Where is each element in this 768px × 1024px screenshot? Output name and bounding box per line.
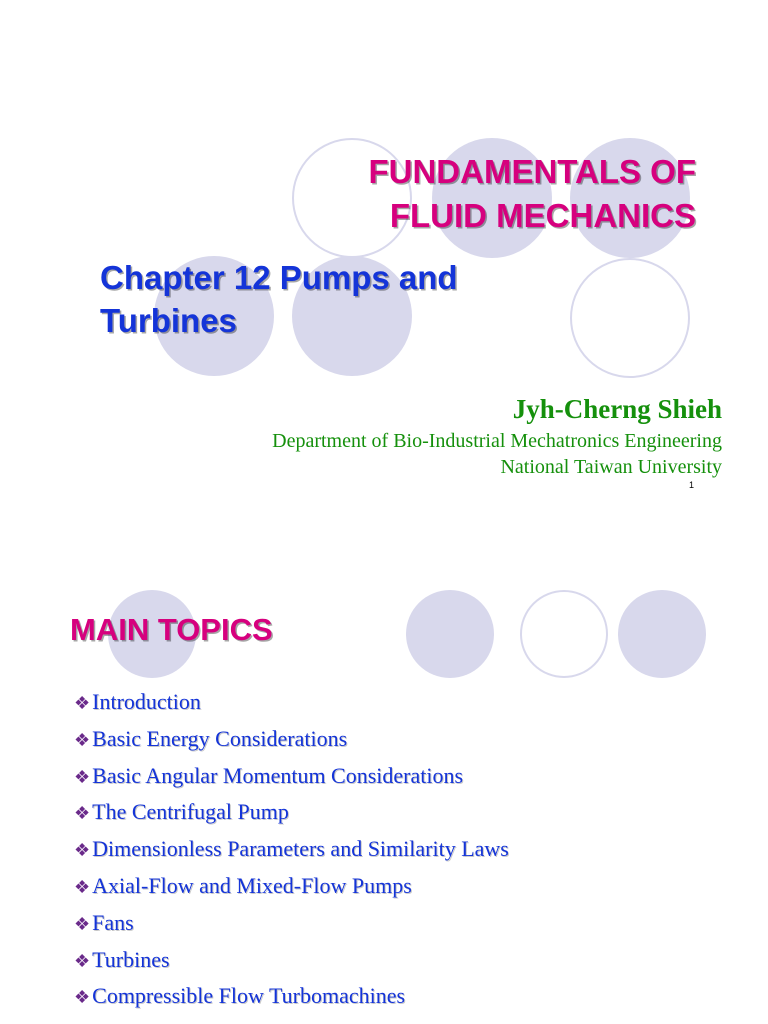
topic-item (74, 868, 509, 905)
diamond-bullet-icon: ❖ (74, 729, 91, 750)
university-name: National Taiwan University (500, 456, 722, 478)
topic-label: Basic Angular Momentum Considerations (92, 762, 464, 788)
topic-label: Introduction (92, 689, 201, 714)
topic-item (74, 721, 509, 758)
decorative-circle (570, 258, 690, 378)
decorative-circle (406, 590, 494, 678)
diamond-bullet-icon: ❖ (74, 987, 91, 1008)
diamond-bullet-icon: ❖ (74, 876, 91, 897)
topic-label: Axial-Flow and Mixed-Flow Pumps (92, 872, 412, 898)
title-line-1: FUNDAMENTALS OF (368, 153, 696, 190)
diamond-bullet-icon: ❖ (74, 913, 91, 934)
topic-item (74, 831, 509, 868)
topic-label: Basic Energy Considerations (92, 725, 348, 751)
topic-item (74, 978, 509, 1015)
diamond-bullet-icon: ❖ (74, 950, 91, 971)
diamond-bullet-icon: ❖ (74, 766, 91, 787)
diamond-bullet-icon: ❖ (74, 693, 91, 713)
department-name: Department of Bio-Industrial Mechatronics Engineering (272, 430, 722, 452)
topic-label: Dimensionless Parameters and Similarity Laws (92, 836, 509, 862)
topic-label: Fans (92, 909, 134, 935)
topic-list (74, 684, 509, 1015)
title-line-2: FLUID MECHANICS (389, 197, 696, 234)
slide-2 (0, 512, 768, 1024)
decorative-circle (520, 590, 608, 678)
topic-item (74, 942, 509, 979)
topic-item (74, 684, 509, 721)
topic-label: The Centrifugal Pump (92, 799, 289, 825)
main-topics-heading: MAIN TOPICS (70, 612, 273, 647)
topic-item (74, 794, 509, 831)
topic-item (74, 758, 509, 795)
topic-item (74, 905, 509, 942)
diamond-bullet-icon: ❖ (74, 840, 91, 861)
topic-label: Turbines (92, 946, 170, 972)
chapter-subtitle: Chapter 12 Pumps and Turbines (100, 259, 458, 339)
topic-label: Compressible Flow Turbomachines (92, 983, 406, 1009)
slide-title (368, 150, 696, 238)
author-name: Jyh-Cherng Shieh (512, 394, 722, 424)
page-number: 1 (688, 480, 694, 490)
diamond-bullet-icon: ❖ (74, 803, 91, 824)
decorative-circle (618, 590, 706, 678)
